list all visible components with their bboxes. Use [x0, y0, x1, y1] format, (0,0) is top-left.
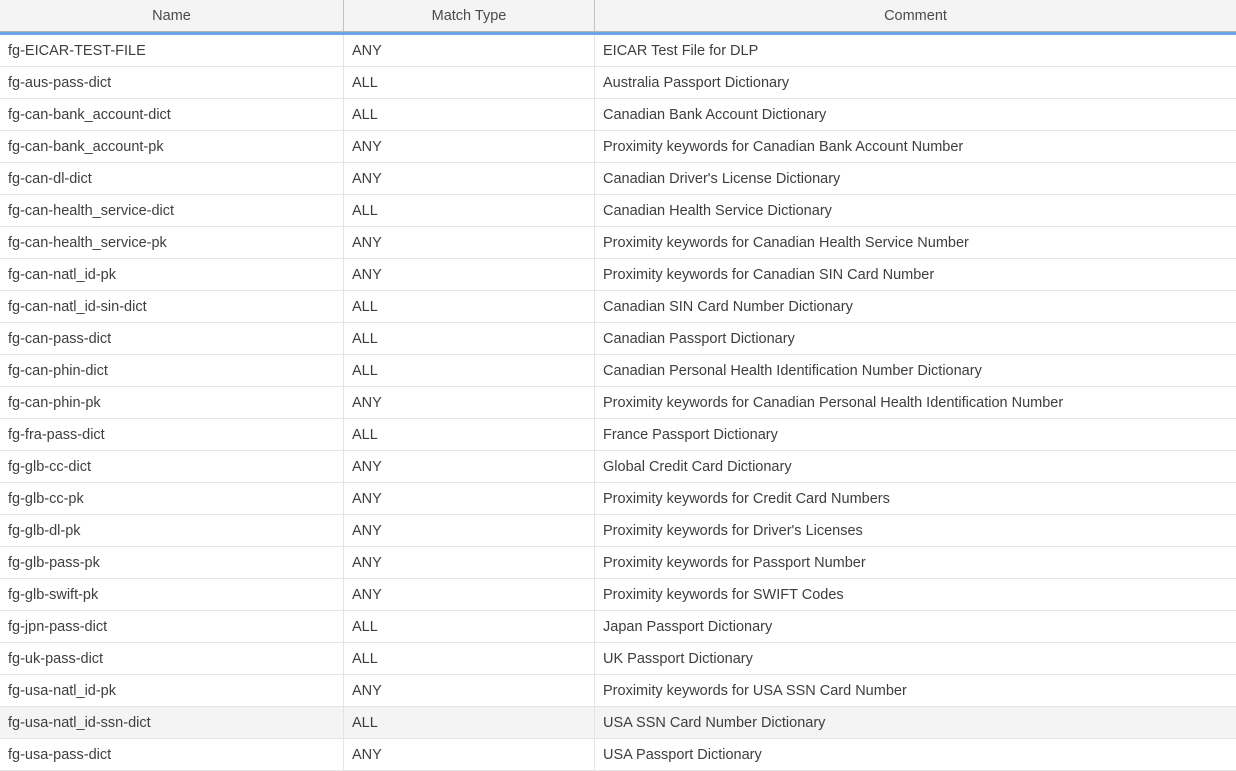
cell-name: fg-EICAR-TEST-FILE: [0, 35, 344, 66]
cell-match-type: ANY: [344, 451, 595, 482]
table-row[interactable]: [0, 739, 1236, 771]
cell-match-type: ALL: [344, 355, 595, 386]
table-row[interactable]: [0, 515, 1236, 547]
table-row[interactable]: [0, 195, 1236, 227]
table-row[interactable]: [0, 579, 1236, 611]
cell-name: fg-can-natl_id-pk: [0, 259, 344, 290]
cell-match-type: ANY: [344, 515, 595, 546]
table-row[interactable]: [0, 99, 1236, 131]
table-row[interactable]: [0, 611, 1236, 643]
cell-name: fg-usa-natl_id-ssn-dict: [0, 707, 344, 738]
cell-name: fg-fra-pass-dict: [0, 419, 344, 450]
cell-comment: Proximity keywords for Driver's Licenses: [603, 522, 863, 539]
cell-match-type: ANY: [344, 35, 595, 66]
table-row[interactable]: [0, 227, 1236, 259]
cell-name: fg-aus-pass-dict: [0, 67, 344, 98]
table-row[interactable]: [0, 355, 1236, 387]
cell-comment: Australia Passport Dictionary: [603, 74, 790, 91]
table-row[interactable]: [0, 259, 1236, 291]
column-header-match-type[interactable]: Match Type: [344, 0, 595, 31]
cell-match-type: ALL: [344, 291, 595, 322]
cell-comment: Proximity keywords for Canadian SIN Card Number: [603, 266, 935, 283]
table-row[interactable]: [0, 387, 1236, 419]
cell-match-type: ANY: [344, 259, 595, 290]
cell-match-type: ANY: [344, 483, 595, 514]
cell-name: fg-glb-cc-pk: [0, 483, 344, 514]
cell-comment: Global Credit Card Dictionary: [603, 458, 792, 475]
cell-name: fg-can-health_service-dict: [0, 195, 344, 226]
cell-name: fg-usa-natl_id-pk: [0, 675, 344, 706]
cell-name: fg-can-phin-pk: [0, 387, 344, 418]
cell-name: fg-glb-swift-pk: [0, 579, 344, 610]
column-header-comment[interactable]: Comment: [884, 7, 947, 24]
cell-name: fg-can-health_service-pk: [0, 227, 344, 258]
cell-match-type: ALL: [344, 323, 595, 354]
cell-comment: Proximity keywords for SWIFT Codes: [603, 586, 844, 603]
cell-comment: Canadian Personal Health Identification Number Dictionary: [603, 362, 982, 379]
cell-name: fg-glb-pass-pk: [0, 547, 344, 578]
table-row[interactable]: [0, 707, 1236, 739]
cell-match-type: ANY: [344, 387, 595, 418]
table-row[interactable]: [0, 483, 1236, 515]
cell-match-type: ANY: [344, 163, 595, 194]
cell-comment: Proximity keywords for Canadian Health Service Number: [603, 234, 969, 251]
cell-comment: Canadian Health Service Dictionary: [603, 202, 832, 219]
cell-match-type: ANY: [344, 227, 595, 258]
table-row[interactable]: [0, 547, 1236, 579]
cell-comment: Proximity keywords for Credit Card Numbers: [603, 490, 890, 507]
cell-comment: Proximity keywords for Canadian Personal Health Identification Number: [603, 394, 1064, 411]
cell-name: fg-glb-dl-pk: [0, 515, 344, 546]
table-row[interactable]: [0, 131, 1236, 163]
cell-name: fg-usa-pass-dict: [0, 739, 344, 770]
cell-comment: Proximity keywords for USA SSN Card Number: [603, 682, 907, 699]
cell-match-type: ALL: [344, 611, 595, 642]
table-row[interactable]: [0, 35, 1236, 67]
cell-match-type: ANY: [344, 675, 595, 706]
table-row[interactable]: [0, 451, 1236, 483]
table-row[interactable]: [0, 163, 1236, 195]
cell-name: fg-uk-pass-dict: [0, 643, 344, 674]
cell-name: fg-can-dl-dict: [0, 163, 344, 194]
table-header-row: [0, 0, 1236, 32]
cell-comment: Japan Passport Dictionary: [603, 618, 773, 635]
cell-match-type: ANY: [344, 547, 595, 578]
cell-comment: Canadian SIN Card Number Dictionary: [603, 298, 853, 315]
cell-match-type: ALL: [344, 99, 595, 130]
cell-match-type: ALL: [344, 643, 595, 674]
table-row[interactable]: [0, 291, 1236, 323]
table-row[interactable]: [0, 67, 1236, 99]
cell-comment: UK Passport Dictionary: [603, 650, 753, 667]
cell-comment: USA Passport Dictionary: [603, 746, 762, 763]
cell-match-type: ALL: [344, 419, 595, 450]
cell-comment: France Passport Dictionary: [603, 426, 778, 443]
cell-match-type: ANY: [344, 579, 595, 610]
cell-comment: Canadian Bank Account Dictionary: [603, 106, 827, 123]
cell-name: fg-can-natl_id-sin-dict: [0, 291, 344, 322]
cell-match-type: ANY: [344, 131, 595, 162]
column-header-name[interactable]: Name: [0, 0, 344, 31]
table-body: [0, 35, 1236, 771]
table-row[interactable]: [0, 323, 1236, 355]
table-row[interactable]: [0, 419, 1236, 451]
cell-comment: Canadian Passport Dictionary: [603, 330, 795, 347]
cell-comment: Canadian Driver's License Dictionary: [603, 170, 841, 187]
cell-comment: EICAR Test File for DLP: [603, 42, 759, 59]
cell-comment: Proximity keywords for Passport Number: [603, 554, 866, 571]
cell-name: fg-jpn-pass-dict: [0, 611, 344, 642]
cell-name: fg-can-bank_account-dict: [0, 99, 344, 130]
cell-name: fg-can-phin-dict: [0, 355, 344, 386]
cell-match-type: ALL: [344, 195, 595, 226]
table-row[interactable]: [0, 675, 1236, 707]
cell-name: fg-glb-cc-dict: [0, 451, 344, 482]
cell-comment: Proximity keywords for Canadian Bank Account Number: [603, 138, 964, 155]
cell-name: fg-can-pass-dict: [0, 323, 344, 354]
table-row[interactable]: [0, 643, 1236, 675]
cell-comment: USA SSN Card Number Dictionary: [603, 714, 826, 731]
cell-match-type: ALL: [344, 67, 595, 98]
cell-match-type: ANY: [344, 739, 595, 770]
cell-match-type: ALL: [344, 707, 595, 738]
cell-name: fg-can-bank_account-pk: [0, 131, 344, 162]
